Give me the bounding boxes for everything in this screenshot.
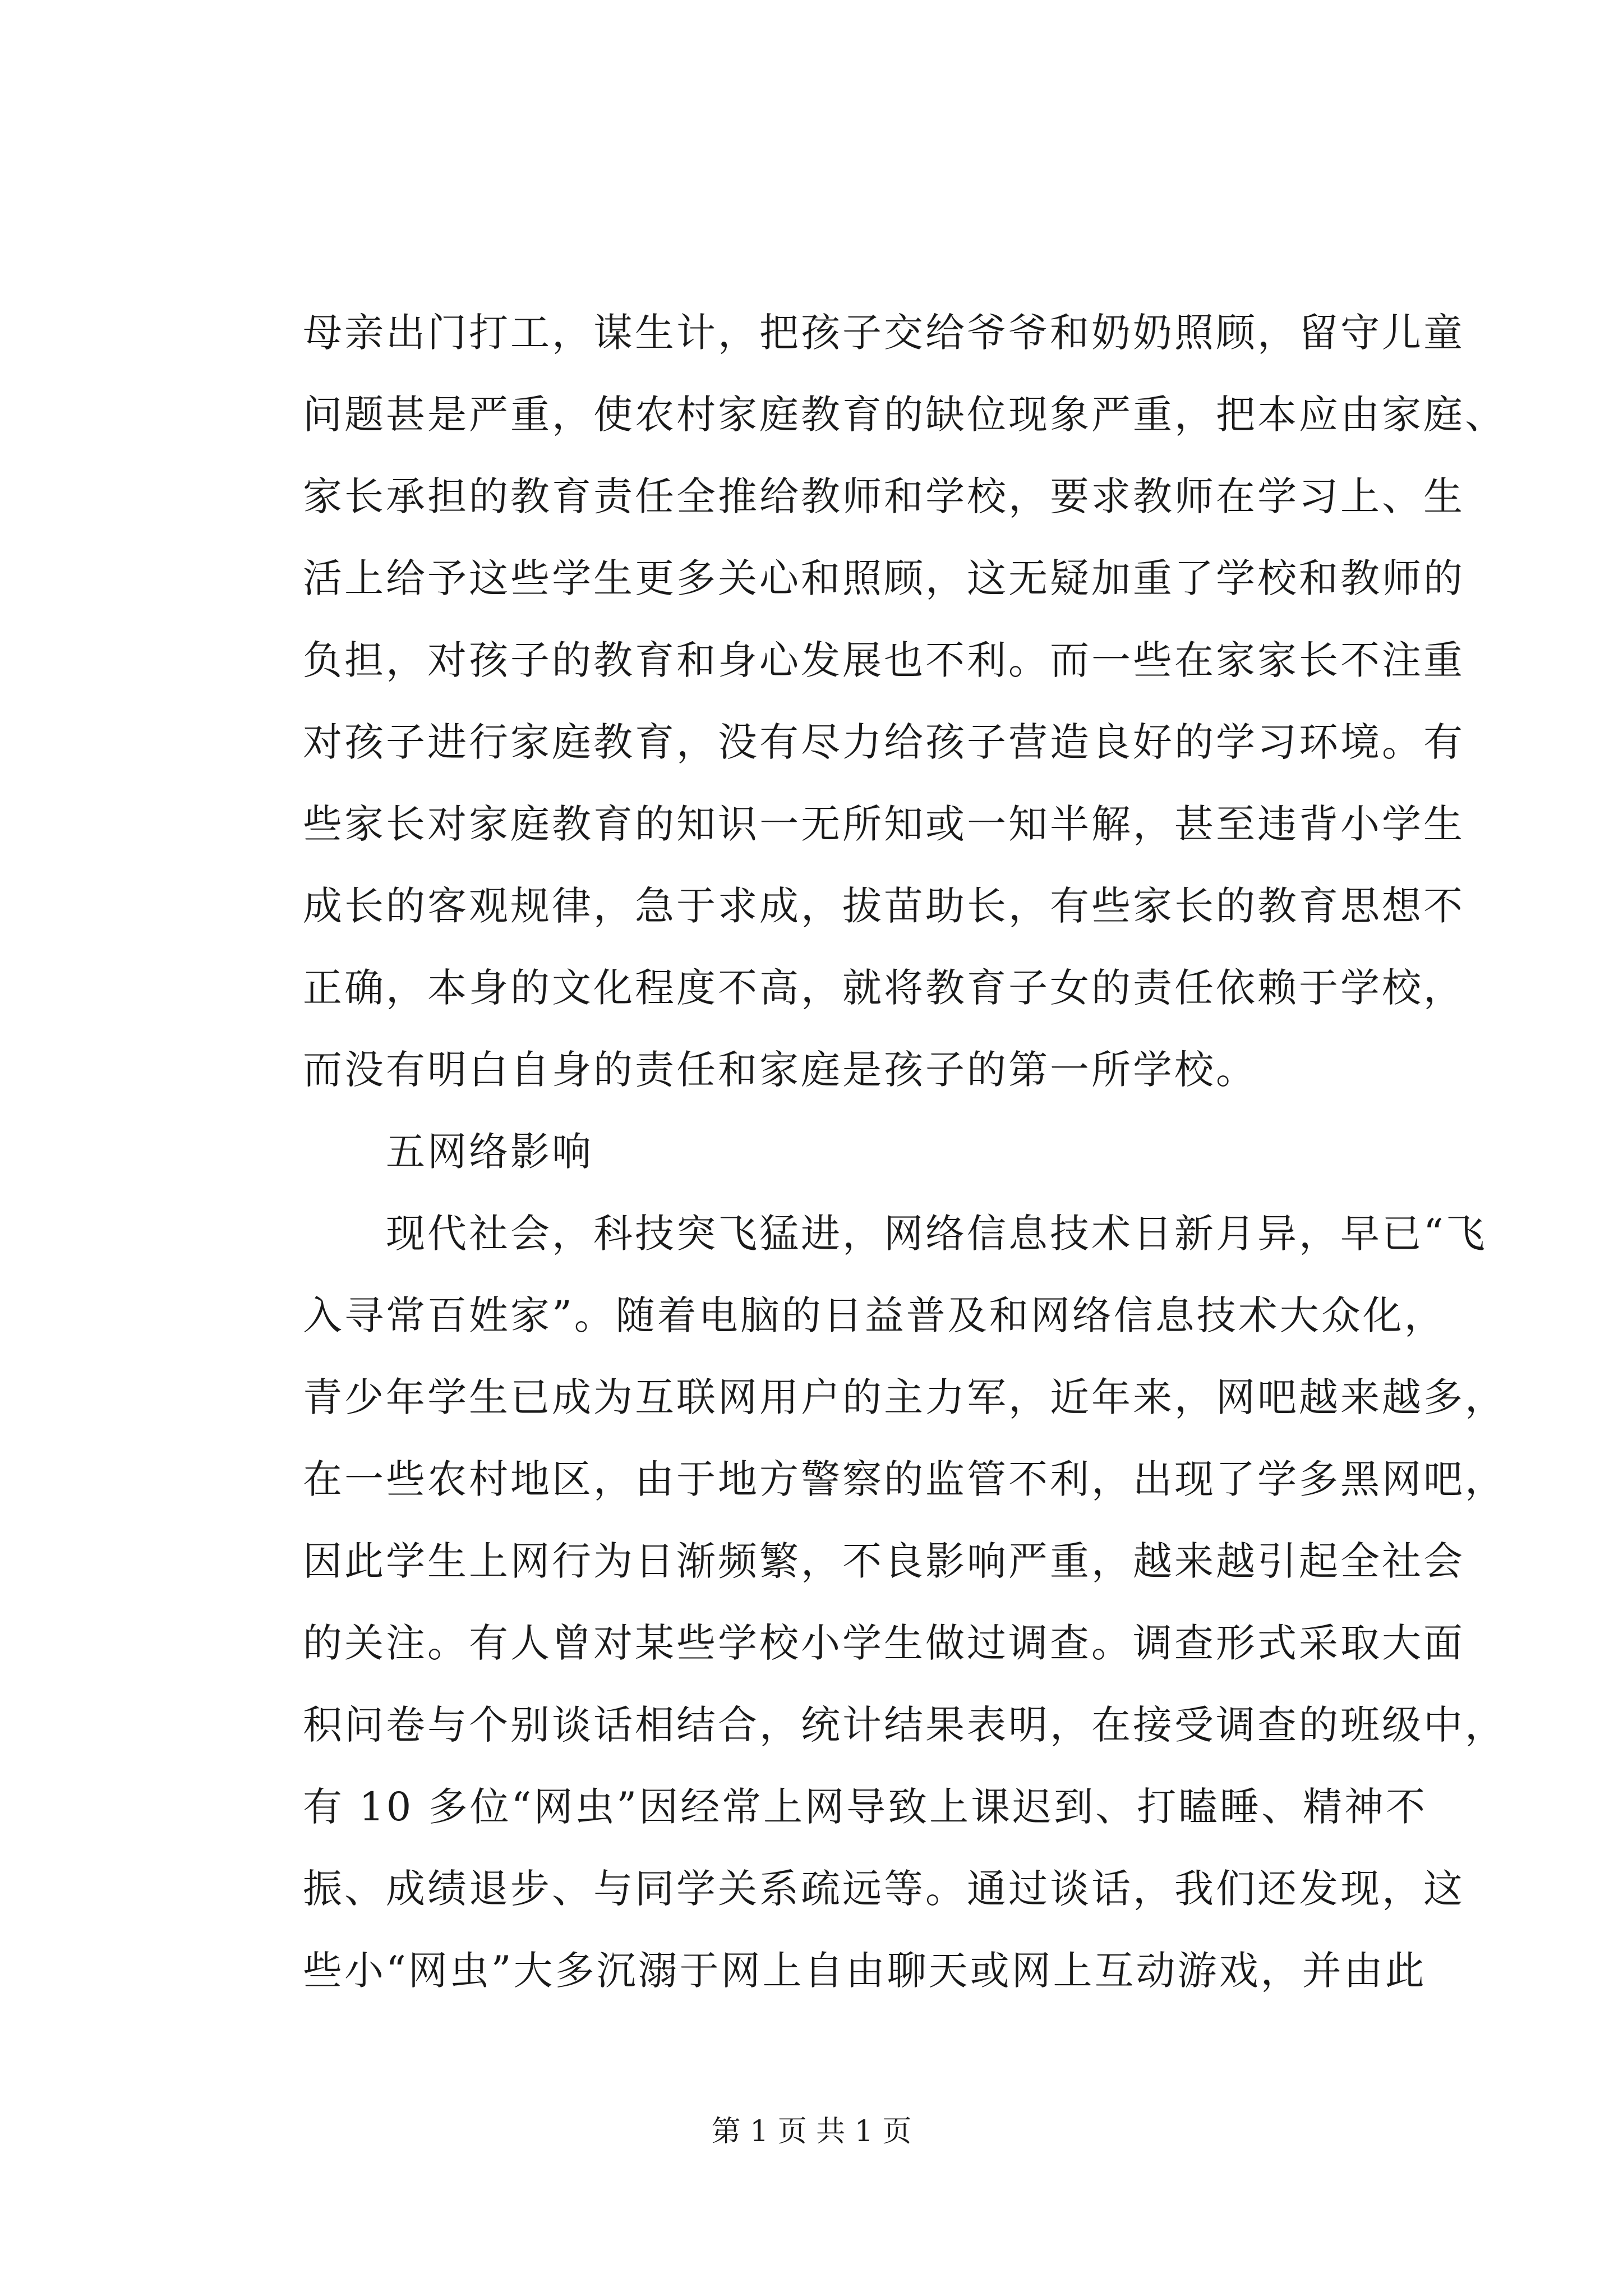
text-line: 在一些农村地区，由于地方警察的监管不利，出现了学多黑网吧， <box>303 1456 1506 1502</box>
page-number-label: 第 1 页 共 1 页 <box>711 2115 912 2148</box>
text-line: 的关注。有人曾对某些学校小学生做过调查。调查形式采取大面 <box>303 1620 1465 1666</box>
text-line: 母亲出门打工，谋生计，把孩子交给爷爷和奶奶照顾，留守儿童 <box>303 310 1465 356</box>
text-line: 家长承担的教育责任全推给教师和学校，要求教师在学习上、生 <box>303 473 1465 519</box>
text-line: 因此学生上网行为日渐频繁，不良影响严重，越来越引起全社会 <box>303 1538 1465 1584</box>
page-footer <box>0 2109 1623 2154</box>
text-line: 正确，本身的文化程度不高，就将教育子女的责任依赖于学校， <box>303 965 1465 1011</box>
text-line: 振、成绩退步、与同学关系疏远等。通过谈话，我们还发现，这 <box>303 1866 1465 1912</box>
text-line: 而没有明白自身的责任和家庭是孩子的第一所学校。 <box>303 1047 1257 1093</box>
text-line: 问题甚是严重，使农村家庭教育的缺位现象严重，把本应由家庭、 <box>303 392 1506 438</box>
text-line: 现代社会，科技突飞猛进，网络信息技术日新月异，早已“飞 <box>303 1211 1487 1257</box>
text-line: 些家长对家庭教育的知识一无所知或一知半解，甚至违背小学生 <box>303 801 1465 847</box>
text-line: 负担，对孩子的教育和身心发展也不利。而一些在家家长不注重 <box>303 637 1465 683</box>
section-heading: 五网络影响 <box>303 1129 593 1175</box>
text-line: 活上给予这些学生更多关心和照顾，这无疑加重了学校和教师的 <box>303 555 1465 601</box>
text-line: 积问卷与个别谈话相结合，统计结果表明，在接受调查的班级中， <box>303 1702 1506 1748</box>
text-line: 入寻常百姓家”。随着电脑的日益普及和网络信息技术大众化， <box>303 1292 1446 1338</box>
text-line: 成长的客观规律，急于求成，拔苗助长，有些家长的教育思想不 <box>303 883 1465 929</box>
text-line: 青少年学生已成为互联网用户的主力军，近年来，网吧越来越多， <box>303 1374 1506 1420</box>
document-body <box>303 292 1506 2012</box>
text-line: 些小“网虫”大多沉溺于网上自由聊天或网上互动游戏，并由此 <box>303 1948 1427 1994</box>
text-line: 对孩子进行家庭教育，没有尽力给孩子营造良好的学习环境。有 <box>303 719 1465 765</box>
text-line: 有 10 多位“网虫”因经常上网导致上课迟到、打瞌睡、精神不 <box>303 1784 1428 1830</box>
